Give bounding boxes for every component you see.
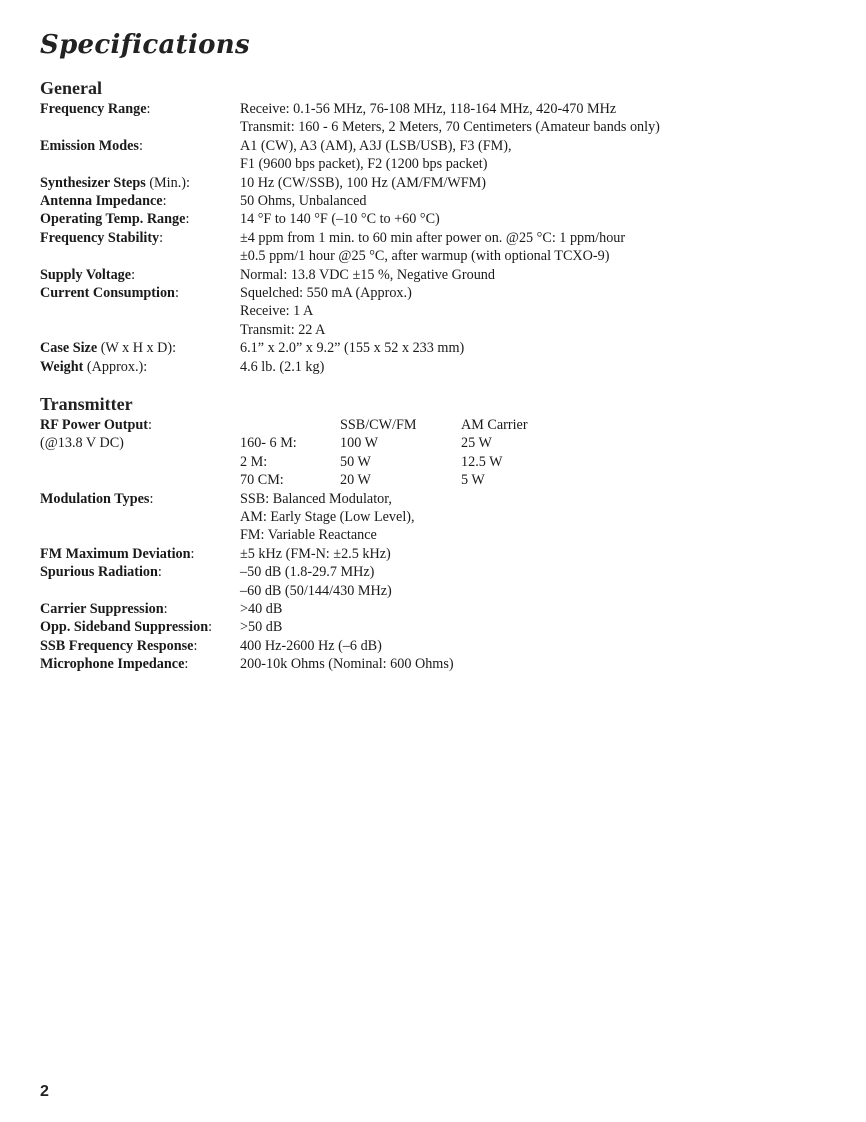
spec-values [240, 192, 840, 210]
rf-power-band: 160- 6 M: [240, 435, 297, 452]
spec-value: ±4 ppm from 1 min. to 60 min after power on. @25 °C: 1 ppm/hour [240, 229, 626, 246]
rf-power-value: 100 W [340, 435, 378, 452]
spec-value: Receive: 0.1-56 MHz, 76-108 MHz, 118-164 MHz, 420-470 MHz [240, 101, 617, 117]
rf-power-band: 2 M: [240, 453, 268, 470]
spec-row-case-size [40, 339, 840, 357]
page-title: Specifications [40, 30, 250, 60]
spec-row-operating-temp-range [40, 210, 840, 228]
rf-power-value: 20 W [340, 472, 371, 489]
spec-label: RF Power Output: (@13.8 V DC) [40, 416, 240, 490]
spec-value: 50 Ohms, Unbalanced [240, 193, 367, 210]
spec-row-ssb-frequency-response [40, 637, 840, 655]
section-title-general: General [40, 78, 102, 98]
spec-value: >50 dB [240, 619, 283, 636]
spec-value: 4.6 lb. (2.1 kg) [240, 358, 325, 375]
rf-power-header [240, 416, 340, 434]
spec-row-emission-modes [40, 137, 840, 174]
spec-value: A1 (CW), A3 (AM), A3J (LSB/USB), F3 (FM), [240, 137, 512, 154]
spec-label: Modulation Types: [40, 490, 154, 507]
rf-power-value: 5 W [461, 472, 485, 489]
spec-value: ±5 kHz (FM-N: ±2.5 kHz) [240, 545, 391, 562]
spec-value: Receive: 1 A [240, 303, 314, 320]
rf-power-row [240, 434, 840, 452]
spec-row-supply-voltage [40, 266, 840, 284]
spec-row-frequency-range [40, 100, 840, 137]
rf-power-header-row [240, 416, 840, 434]
spec-value: Transmit: 22 A [240, 321, 326, 338]
spec-value: F1 (9600 bps packet), F2 (1200 bps packet) [240, 156, 488, 173]
spec-value: –60 dB (50/144/430 MHz) [240, 582, 392, 599]
rf-power-value: 50 W [340, 453, 371, 470]
rf-power-value: 25 W [461, 435, 492, 452]
spec-row-fm-maximum-deviation [40, 545, 840, 563]
spec-value: 200-10k Ohms (Nominal: 600 Ohms) [240, 656, 454, 673]
spec-label: Supply Voltage: [40, 266, 136, 283]
spec-label: Carrier Suppression: [40, 601, 168, 618]
spec-label: Frequency Range: [40, 101, 151, 117]
rf-power-band: 70 CM: [240, 472, 284, 489]
page-number: 2 [40, 1083, 49, 1100]
rf-power-row [240, 453, 840, 471]
rf-power-header: AM Carrier [461, 417, 528, 433]
spec-values [240, 358, 840, 376]
spec-value: 14 °F to 140 °F (–10 °C to +60 °C) [240, 211, 440, 228]
spec-label: Operating Temp. Range: [40, 211, 190, 228]
general-spec-list [40, 100, 840, 376]
spec-values [240, 174, 840, 192]
spec-values [240, 284, 840, 339]
rf-power-value: 12.5 W [461, 453, 503, 470]
rf-power-table [240, 416, 840, 490]
spec-row-microphone-impedance [40, 655, 840, 673]
spec-values [240, 339, 840, 357]
spec-label: Antenna Impedance: [40, 193, 167, 210]
spec-row-weight [40, 358, 840, 376]
spec-label: Opp. Sideband Suppression: [40, 619, 213, 636]
spec-label: Case Size (W x H x D): [40, 340, 177, 357]
spec-values [240, 637, 840, 655]
rf-power-row [240, 471, 840, 489]
spec-values [240, 490, 840, 545]
spec-label: SSB Frequency Response: [40, 637, 198, 654]
spec-value: FM: Variable Reactance [240, 527, 377, 544]
spec-value: 400 Hz-2600 Hz (–6 dB) [240, 637, 382, 654]
spec-label: Weight (Approx.): [40, 358, 148, 375]
spec-values [240, 210, 840, 228]
spec-label: Spurious Radiation: [40, 564, 162, 581]
spec-row-frequency-stability [40, 229, 840, 266]
spec-row-antenna-impedance [40, 192, 840, 210]
spec-values [240, 618, 840, 636]
rf-power-header: SSB/CW/FM [340, 417, 417, 433]
spec-value: Transmit: 160 - 6 Meters, 2 Meters, 70 Centimeters (Amateur bands only) [240, 119, 660, 136]
spec-value: AM: Early Stage (Low Level), [240, 509, 415, 526]
spec-label: Emission Modes: [40, 137, 143, 154]
spec-values [240, 266, 840, 284]
spec-row-carrier-suppression [40, 600, 840, 618]
spec-row-current-consumption [40, 284, 840, 339]
spec-row-synthesizer-steps [40, 174, 840, 192]
spec-values [240, 563, 840, 600]
spec-values [240, 137, 840, 174]
spec-row-modulation-types [40, 490, 840, 545]
spec-row-rf-power-output [40, 416, 840, 490]
spec-value: >40 dB [240, 601, 283, 618]
spec-label: FM Maximum Deviation: [40, 545, 195, 562]
spec-label: Synthesizer Steps (Min.): [40, 174, 190, 191]
spec-value: 10 Hz (CW/SSB), 100 Hz (AM/FM/WFM) [240, 174, 486, 191]
spec-value: ±0.5 ppm/1 hour @25 °C, after warmup (with optional TCXO-9) [240, 248, 610, 265]
spec-label: Microphone Impedance: [40, 656, 189, 673]
spec-values [240, 545, 840, 563]
spec-value: –50 dB (1.8-29.7 MHz) [240, 564, 375, 581]
spec-value: Squelched: 550 mA (Approx.) [240, 285, 412, 302]
transmitter-spec-list [40, 416, 840, 674]
spec-value: SSB: Balanced Modulator, [240, 490, 392, 507]
spec-values [240, 655, 840, 673]
spec-row-spurious-radiation [40, 563, 840, 600]
spec-row-opp-sideband-suppression [40, 618, 840, 636]
spec-label: Frequency Stability: [40, 229, 164, 246]
spec-values [240, 600, 840, 618]
spec-value: Normal: 13.8 VDC ±15 %, Negative Ground [240, 266, 495, 283]
spec-values [240, 100, 840, 137]
rf-power-sub-label: (@13.8 V DC) [40, 435, 124, 452]
spec-values [240, 229, 840, 266]
spec-label: Current Consumption: [40, 285, 179, 302]
section-title-transmitter: Transmitter [40, 394, 133, 414]
spec-value: 6.1” x 2.0” x 9.2” (155 x 52 x 233 mm) [240, 340, 465, 357]
